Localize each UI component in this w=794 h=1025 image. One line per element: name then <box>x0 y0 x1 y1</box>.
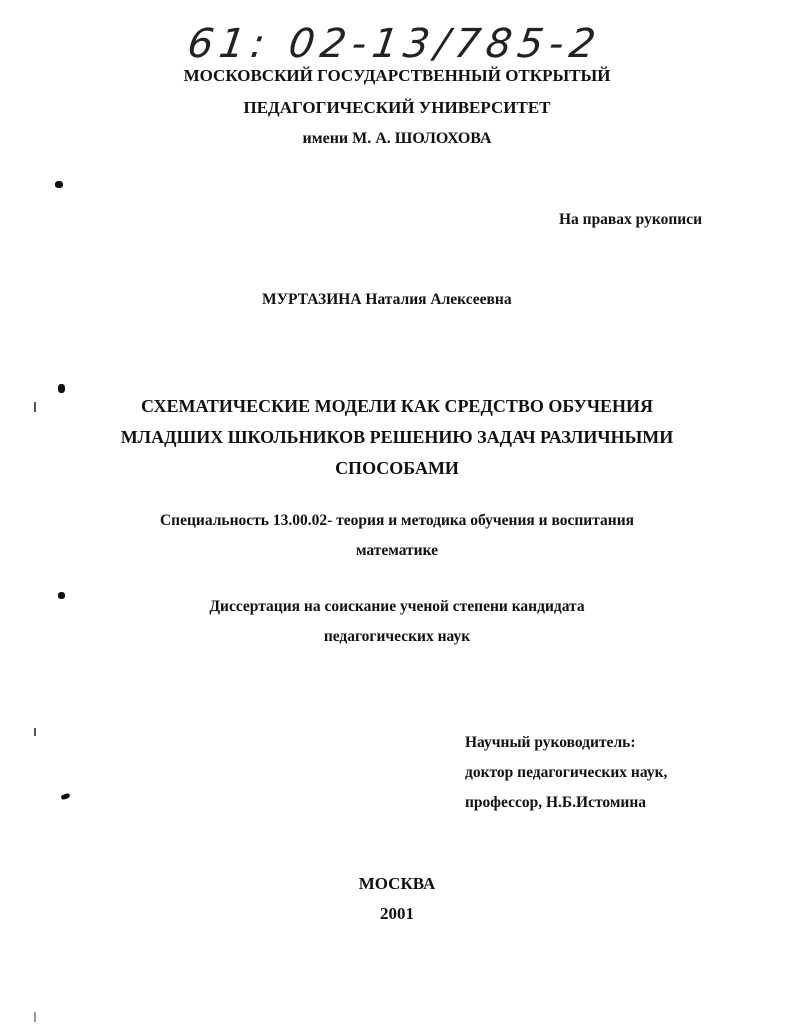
handwritten-archive-number: 61: 02-13/785-2 <box>184 21 605 67</box>
rights-note: На правах рукописи <box>558 211 702 228</box>
year: 2001 <box>380 904 414 923</box>
title-line-3: СПОСОБАМИ <box>335 458 459 478</box>
dissertation-line-1: Диссертация на соискание ученой степени кандидата <box>209 598 585 615</box>
supervisor-label: Научный руководитель: <box>465 734 636 751</box>
title-line-2: МЛАДШИХ ШКОЛЬНИКОВ РЕШЕНИЮ ЗАДАЧ РАЗЛИЧНЫМИ <box>120 427 674 447</box>
university-line-2: ПЕДАГОГИЧЕСКИЙ УНИВЕРСИТЕТ <box>243 98 551 117</box>
margin-line <box>34 728 36 736</box>
specialty-line-1: Специальность 13.00.02- теория и методика обучения и воспитания <box>159 512 635 529</box>
dissertation-line-2: педагогических наук <box>323 628 471 645</box>
margin-line <box>34 402 36 412</box>
supervisor-name: профессор, Н.Б.Истомина <box>465 794 646 811</box>
punch-mark <box>60 793 70 801</box>
specialty-line-2: математике <box>355 542 439 559</box>
author-name: МУРТАЗИНА Наталия Алексеевна <box>262 291 512 308</box>
punch-mark <box>55 181 63 188</box>
punch-mark <box>58 592 65 599</box>
university-line-3: имени М. А. ШОЛОХОВА <box>302 130 492 147</box>
university-line-1: МОСКОВСКИЙ ГОСУДАРСТВЕННЫЙ ОТКРЫТЫЙ <box>183 66 611 85</box>
title-line-1: СХЕМАТИЧЕСКИЕ МОДЕЛИ КАК СРЕДСТВО ОБУЧЕНИЯ <box>140 396 654 416</box>
city: МОСКВА <box>358 874 436 893</box>
margin-line <box>34 1012 36 1022</box>
punch-mark <box>58 384 65 393</box>
supervisor-degree: доктор педагогических наук, <box>465 764 668 781</box>
